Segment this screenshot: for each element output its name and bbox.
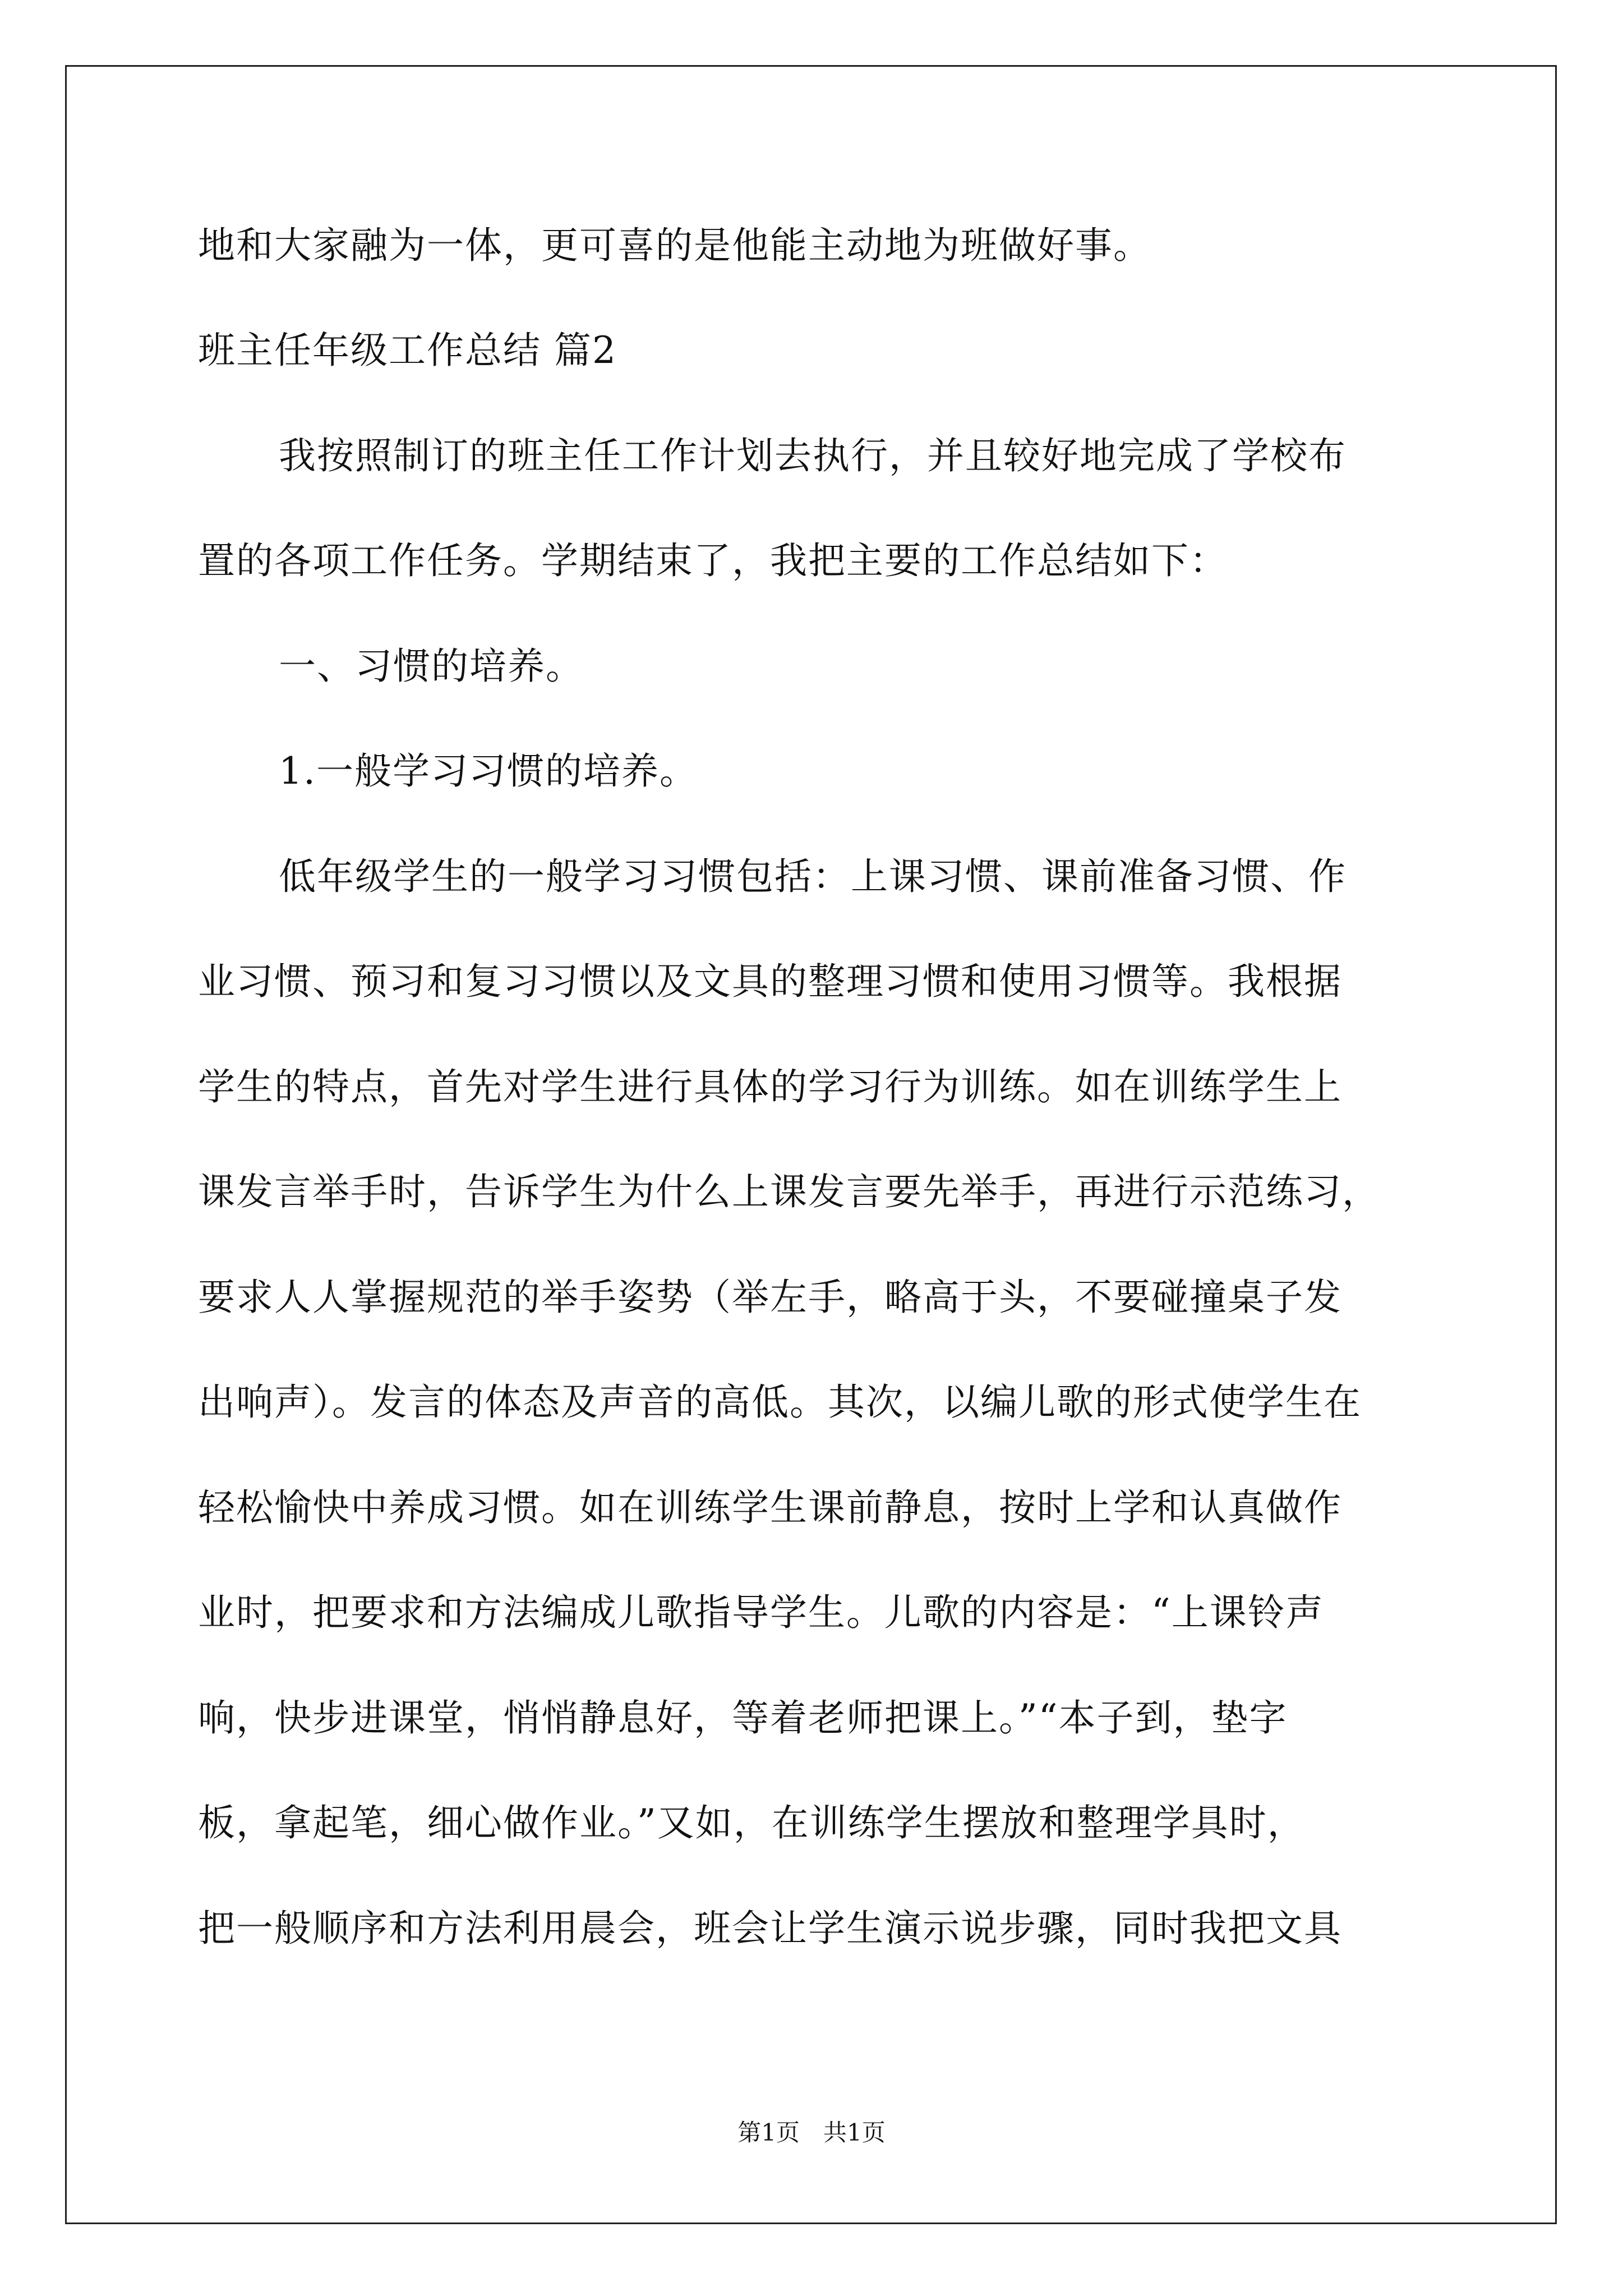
text-line-12: 出响声）。发言的体态及声音的高低。其次，以编儿歌的形式使学生在 bbox=[198, 1381, 1362, 1424]
text-line-13: 轻松愉快中养成习惯。如在训练学生课前静息，按时上学和认真做作 bbox=[198, 1486, 1342, 1529]
text-line-11: 要求人人掌握规范的举手姿势（举左手，略高于头，不要碰撞桌子发 bbox=[198, 1276, 1342, 1319]
text-line-14: 业时，把要求和方法编成儿歌指导学生。儿歌的内容是：“上课铃声 bbox=[198, 1591, 1324, 1634]
text-line-8: 业习惯、预习和复习习惯以及文具的整理习惯和使用习惯等。我根据 bbox=[198, 960, 1342, 1003]
text-line-1: 地和大家融为一体，更可喜的是他能主动地为班做好事。 bbox=[198, 224, 1151, 267]
page-footer: 第1页 共1页 bbox=[737, 2119, 886, 2146]
text-line-9: 学生的特点，首先对学生进行具体的学习行为训练。如在训练学生上 bbox=[198, 1065, 1342, 1108]
text-line-10: 课发言举手时，告诉学生为什么上课发言要先举手，再进行示范练习， bbox=[198, 1170, 1380, 1213]
subheading-habits: 一、习惯的培养。 bbox=[279, 645, 584, 688]
text-line-3: 我按照制订的班主任工作计划去执行，并且较好地完成了学校布 bbox=[279, 434, 1347, 477]
text-line-15: 响，快步进课堂，悄悄静息好，等着老师把课上。”“本子到，垫字 bbox=[198, 1696, 1288, 1740]
text-line-17: 把一般顺序和方法利用晨会，班会让学生演示说步骤，同时我把文具 bbox=[198, 1907, 1342, 1950]
section-heading: 班主任年级工作总结 篇2 bbox=[198, 329, 617, 372]
text-line-4: 置的各项工作任务。学期结束了，我把主要的工作总结如下： bbox=[198, 539, 1228, 582]
text-line-16: 板，拿起笔，细心做作业。”又如，在训练学生摆放和整理学具时， bbox=[198, 1801, 1306, 1844]
subheading-study-habits: 1.一般学习习惯的培养。 bbox=[279, 749, 698, 793]
text-line-7: 低年级学生的一般学习习惯包括：上课习惯、课前准备习惯、作 bbox=[279, 855, 1347, 898]
page-border bbox=[65, 65, 1557, 2224]
